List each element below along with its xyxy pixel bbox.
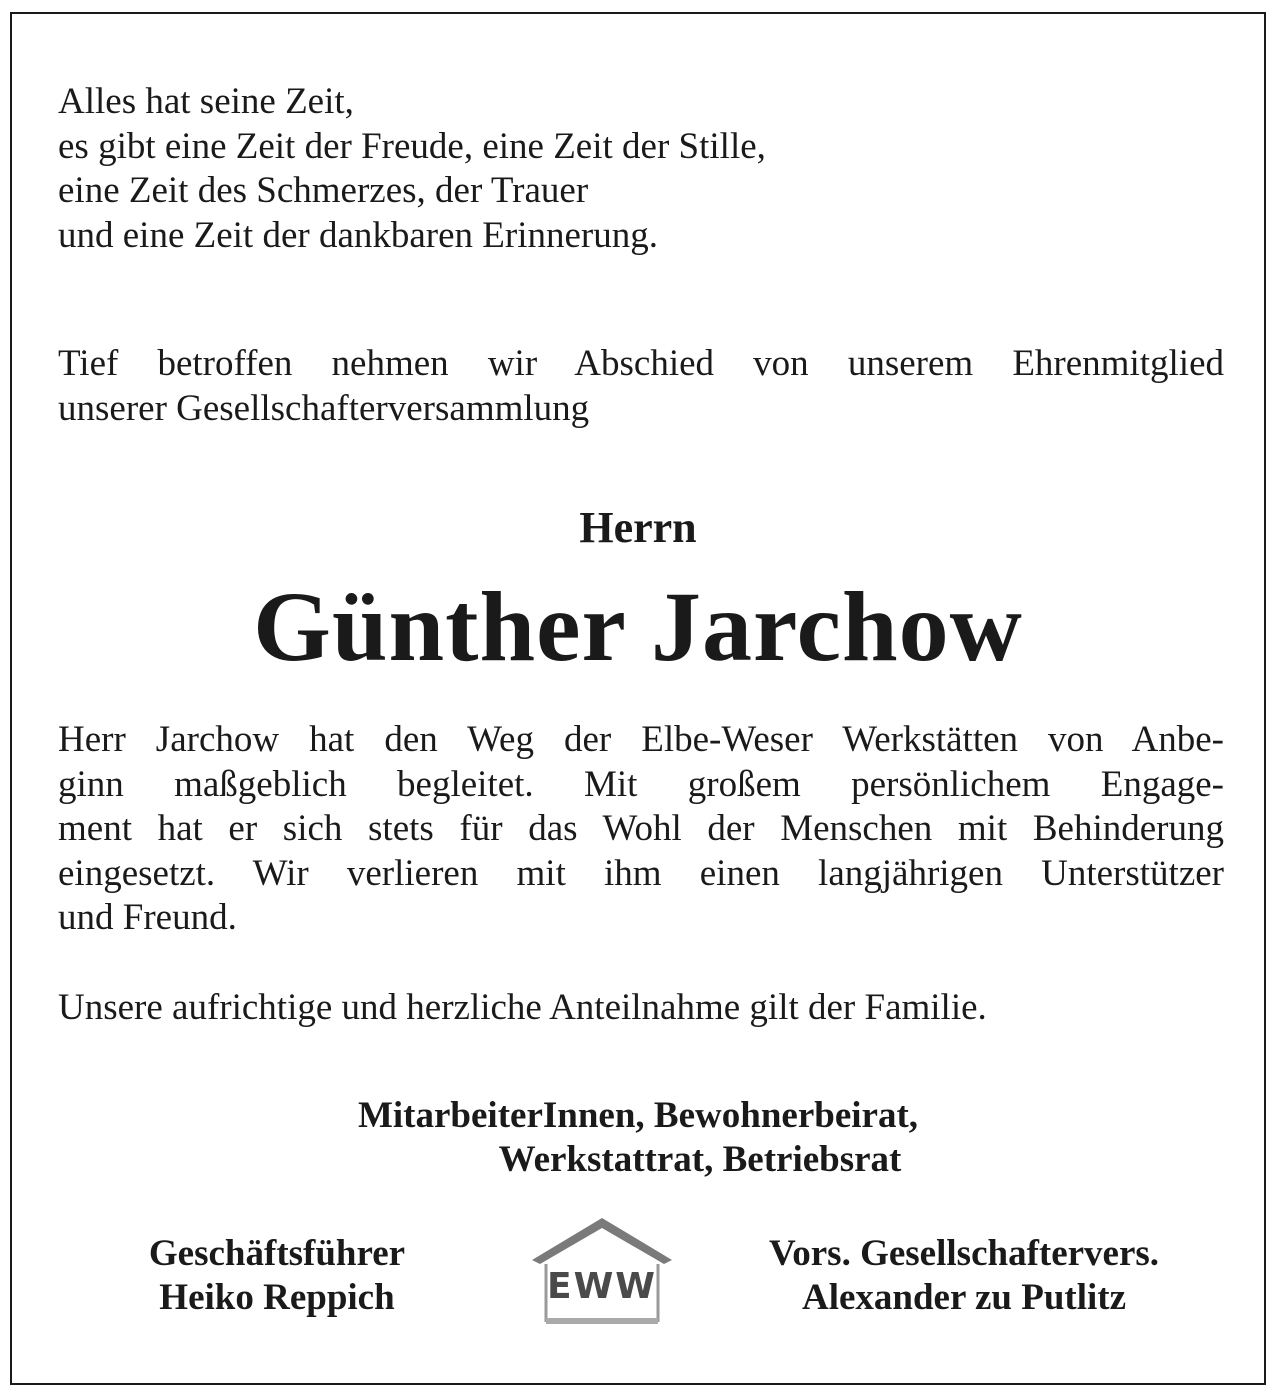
verse-block bbox=[58, 80, 1224, 258]
mourners-line: Werkstattrat, Betriebsrat bbox=[498, 1139, 902, 1180]
signature-left bbox=[72, 1232, 482, 1320]
signature-role: Geschäftsführer bbox=[148, 1233, 406, 1274]
verse-line: Alles hat seine Zeit, bbox=[58, 81, 354, 122]
tribute-paragraph bbox=[58, 718, 1224, 941]
mourners-line: MitarbeiterInnen, Bewohnerbeirat, bbox=[357, 1095, 919, 1136]
salutation: Herrn bbox=[579, 503, 697, 552]
verse-line: und eine Zeit der dankbaren Erinnerung. bbox=[58, 214, 658, 256]
verse-line: es gibt eine Zeit der Freude, eine Zeit der Stille, bbox=[58, 125, 766, 167]
intro-line: unserer Gesellschafterversammlung bbox=[58, 387, 590, 429]
signature-name: Heiko Reppich bbox=[159, 1277, 395, 1318]
tribute-line: ginn maßgeblich begleitet. Mit großem persönlichem Engage- bbox=[58, 763, 1224, 805]
signature-role: Vors. Gesellschaftervers. bbox=[768, 1233, 1160, 1274]
obituary-frame bbox=[10, 12, 1266, 1385]
logo-text: EWW bbox=[546, 1266, 658, 1307]
tribute-line: Herr Jarchow hat den Weg der Elbe-Weser Werkstätten von Anbe- bbox=[58, 719, 1224, 760]
signature-name: Alexander zu Putlitz bbox=[801, 1277, 1127, 1318]
condolence-line: Unsere aufrichtige und herzliche Anteilnahme gilt der Familie. bbox=[58, 987, 987, 1028]
deceased-name: Günther Jarchow bbox=[253, 571, 1023, 682]
intro-block bbox=[58, 342, 1224, 431]
signature-right bbox=[724, 1232, 1204, 1320]
house-roof-logo-icon bbox=[528, 1214, 676, 1332]
intro-line: Tief betroffen nehmen wir Abschied von unserem Ehrenmitglied bbox=[58, 343, 1224, 384]
tribute-line: ment hat er sich stets für das Wohl der Menschen mit Behinderung bbox=[58, 808, 1224, 849]
tribute-line: und Freund. bbox=[58, 897, 237, 938]
tribute-line: eingesetzt. Wir verlieren mit ihm einen langjährigen Unterstützer bbox=[58, 852, 1224, 894]
verse-line: eine Zeit des Schmerzes, der Trauer bbox=[58, 170, 589, 211]
